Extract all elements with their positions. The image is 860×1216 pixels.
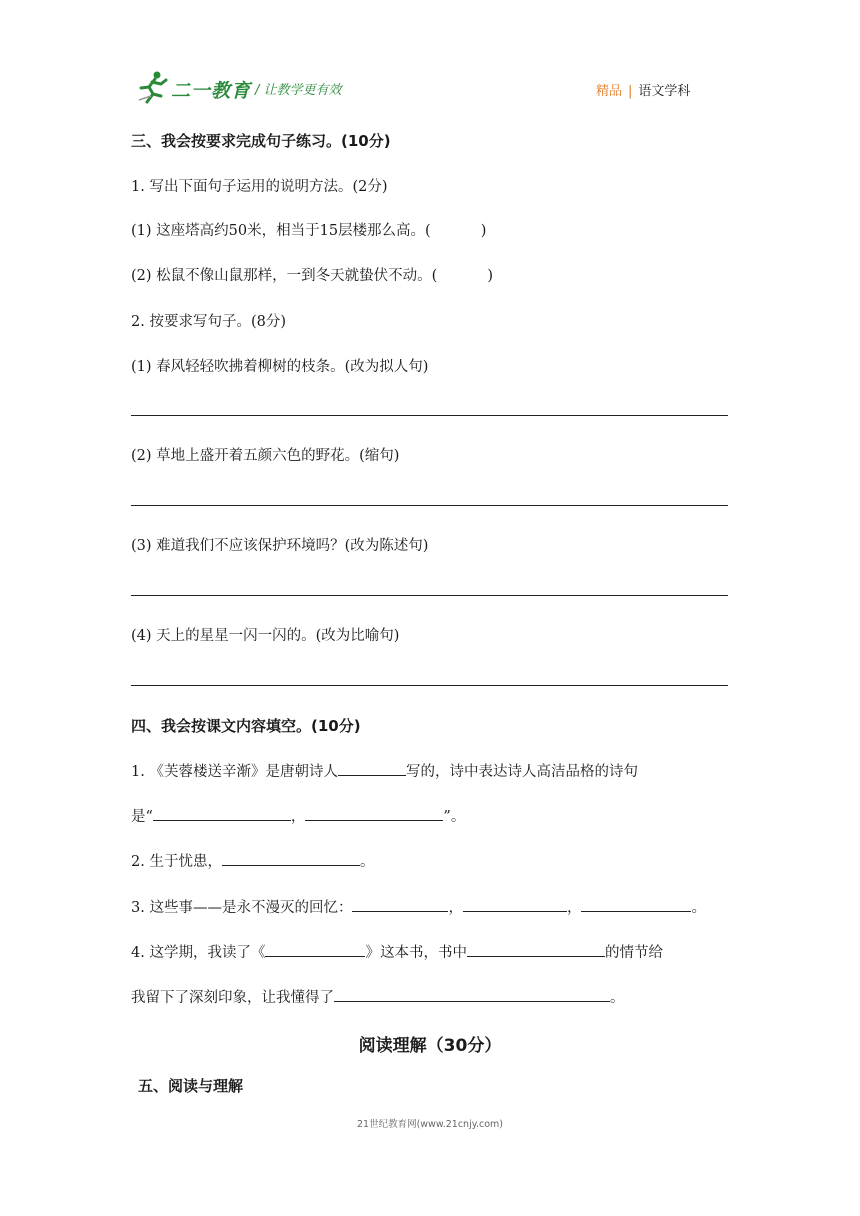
- s3-q1-2-text: (2) 松鼠不像山鼠那样，一到冬天就蛰伏不动。(: [131, 268, 438, 284]
- s4-q4-text-a: 4. 这学期，我读了《: [131, 945, 266, 961]
- s4-q1-text-a: 1. 《芙蓉楼送辛渐》是唐朝诗人: [131, 764, 338, 780]
- answer-line-3[interactable]: [131, 595, 728, 596]
- section4-title: 四、我会按课文内容填空。(10分): [131, 717, 361, 735]
- footer-source: 21世纪教育网(www.21cnjy.com): [356, 1119, 503, 1130]
- s4-q3-blank-2[interactable]: [463, 897, 567, 913]
- s3-question-1: 1. 写出下面句子运用的说明方法。(2分): [131, 179, 388, 195]
- s3-question-1-1: [131, 219, 486, 240]
- s4-q1-text-d: ，: [290, 809, 306, 825]
- s3-question-1-2: [131, 264, 493, 285]
- premium-label: 精品: [596, 84, 623, 99]
- runner-icon: [137, 70, 171, 104]
- s4-q4-text-e: 。: [610, 990, 625, 1006]
- s4-q3-text-c: ，: [566, 900, 582, 916]
- s4-q1-blank-verse-2[interactable]: [305, 806, 443, 822]
- s4-q4-text-d: 我留下了深刻印象，让我懂得了: [131, 990, 334, 1006]
- s4-q2-text-a: 2. 生于忧患，: [131, 854, 222, 870]
- s4-question-3: [131, 896, 706, 917]
- s4-question-2: [131, 850, 374, 871]
- reading-title: 阅读理解（30分）: [358, 1036, 502, 1056]
- s4-question-1-line1: [131, 760, 638, 781]
- s4-q1-blank-poet[interactable]: [338, 761, 406, 777]
- s4-q2-text-b: 。: [359, 854, 375, 870]
- s4-question-1-line2: [131, 805, 465, 826]
- s4-q4-text-c: 的情节给: [604, 945, 663, 961]
- s4-q4-blank-plot[interactable]: [467, 942, 605, 958]
- s4-question-4-line2: [131, 986, 625, 1007]
- s4-q1-blank-verse-1[interactable]: [153, 806, 291, 822]
- s4-q4-blank-book[interactable]: [265, 942, 365, 958]
- brand-logo: [137, 70, 252, 104]
- s4-q3-blank-1[interactable]: [352, 897, 448, 913]
- s4-q1-text-c: 是“: [131, 809, 153, 825]
- s4-q1-text-b: 写的，诗中表达诗人高洁品格的诗句: [405, 764, 638, 780]
- logo-text: 二一教育: [171, 80, 252, 102]
- header-separator: |: [628, 84, 633, 99]
- s3-question-2-2: (2) 草地上盛开着五颜六色的野花。(缩句): [131, 448, 400, 464]
- slogan: / 让教学更有效: [255, 83, 342, 98]
- s4-q1-text-e: ”。: [443, 809, 466, 825]
- answer-line-1[interactable]: [131, 415, 728, 416]
- s3-question-2-4: (4) 天上的星星一闪一闪的。(改为比喻句): [131, 628, 400, 644]
- s3-question-2-3: (3) 难道我们不应该保护环境吗？(改为陈述句): [131, 538, 429, 554]
- section5-title: 五、阅读与理解: [138, 1077, 244, 1095]
- s4-q4-text-b: 》这本书，书中: [365, 945, 467, 961]
- answer-line-2[interactable]: [131, 505, 728, 506]
- s3-question-2: 2. 按要求写句子。(8分): [131, 314, 286, 330]
- s4-q3-blank-3[interactable]: [581, 897, 691, 913]
- s4-q3-text-b: ，: [448, 900, 463, 916]
- s4-q3-text-d: 。: [691, 900, 706, 916]
- header-subject-tag: [596, 80, 690, 99]
- subject-label: 语文学科: [638, 84, 691, 99]
- s4-q2-blank[interactable]: [222, 851, 360, 867]
- s4-q4-blank-lesson[interactable]: [334, 987, 610, 1003]
- section3-title: 三、我会按要求完成句子练习。(10分): [131, 132, 391, 150]
- answer-line-4[interactable]: [131, 685, 728, 686]
- s3-q1-1-text: (1) 这座塔高约50米，相当于15层楼那么高。(: [131, 223, 431, 239]
- s3-q1-2-close: ): [487, 268, 493, 284]
- s4-q3-text-a: 3. 这些事——是永不漫灭的回忆：: [131, 900, 353, 916]
- s4-question-4-line1: [131, 941, 663, 962]
- s3-question-2-1: (1) 春风轻轻吹拂着柳树的枝条。(改为拟人句): [131, 359, 429, 375]
- s3-q1-1-close: ): [480, 223, 487, 239]
